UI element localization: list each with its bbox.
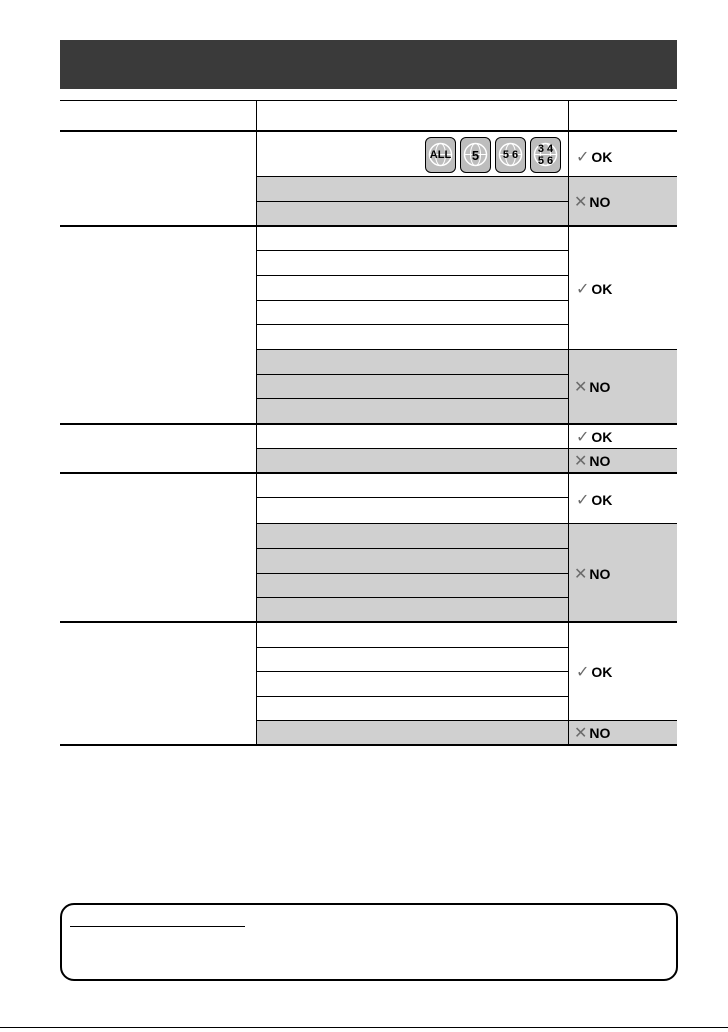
row-fill xyxy=(257,449,568,473)
status-ok: ✓ OK xyxy=(576,149,613,166)
status-no: ✕ NO xyxy=(574,566,611,583)
region-label: 5 6 xyxy=(502,148,519,161)
status-no: ✕ NO xyxy=(574,725,611,742)
group-rule xyxy=(60,423,677,425)
table-bottom-rule xyxy=(60,744,677,746)
region-5-icon xyxy=(460,137,491,173)
row-rule xyxy=(257,448,677,449)
row-rule xyxy=(257,324,568,325)
status-no: ✕ NO xyxy=(574,453,611,470)
check-icon: ✓ xyxy=(576,664,590,681)
region-label: 5 xyxy=(471,147,480,163)
cross-icon: ✕ xyxy=(574,566,588,583)
header-rule xyxy=(60,100,677,101)
region-icons xyxy=(425,137,561,173)
row-rule xyxy=(257,497,568,498)
group-rule xyxy=(60,225,677,227)
row-fill xyxy=(257,350,568,423)
region-all-icon xyxy=(425,137,456,173)
table-top-rule xyxy=(60,130,677,132)
row-rule xyxy=(257,720,677,721)
status-ok: ✓ OK xyxy=(576,429,613,446)
row-fill xyxy=(257,721,568,745)
cross-icon: ✕ xyxy=(574,453,588,470)
status-ok: ✓ OK xyxy=(576,281,613,298)
row-rule xyxy=(257,671,568,672)
row-rule xyxy=(257,523,677,524)
row-rule xyxy=(257,349,677,350)
region-label: 3 4 5 6 xyxy=(537,143,554,167)
row-rule xyxy=(257,573,568,574)
row-rule xyxy=(257,275,568,276)
status-no: ✕ NO xyxy=(574,379,611,396)
cross-icon: ✕ xyxy=(574,194,588,211)
check-icon: ✓ xyxy=(576,149,590,166)
section-header-bar xyxy=(60,40,677,89)
row-rule xyxy=(257,548,568,549)
row-rule xyxy=(257,300,568,301)
cross-icon: ✕ xyxy=(574,725,588,742)
cross-icon: ✕ xyxy=(574,379,588,396)
group-rule xyxy=(60,621,677,623)
region-label: ALL xyxy=(429,148,452,161)
row-rule xyxy=(257,250,568,251)
status-no: ✕ NO xyxy=(574,194,611,211)
row-rule xyxy=(257,597,568,598)
status-ok: ✓ OK xyxy=(576,664,613,681)
check-icon: ✓ xyxy=(576,429,590,446)
status-ok: ✓ OK xyxy=(576,492,613,509)
check-icon: ✓ xyxy=(576,492,590,509)
note-heading-underline xyxy=(70,926,245,927)
row-rule xyxy=(257,398,568,399)
page-footer-rule xyxy=(0,1027,728,1028)
note-box xyxy=(60,903,678,981)
region-5-6-icon xyxy=(495,137,526,173)
row-rule xyxy=(257,696,568,697)
row-rule xyxy=(257,374,568,375)
check-icon: ✓ xyxy=(576,281,590,298)
group-rule xyxy=(60,472,677,474)
row-rule xyxy=(257,176,677,177)
region-3-4-5-6-icon xyxy=(530,137,561,173)
row-rule xyxy=(257,647,568,648)
row-rule xyxy=(257,201,568,202)
